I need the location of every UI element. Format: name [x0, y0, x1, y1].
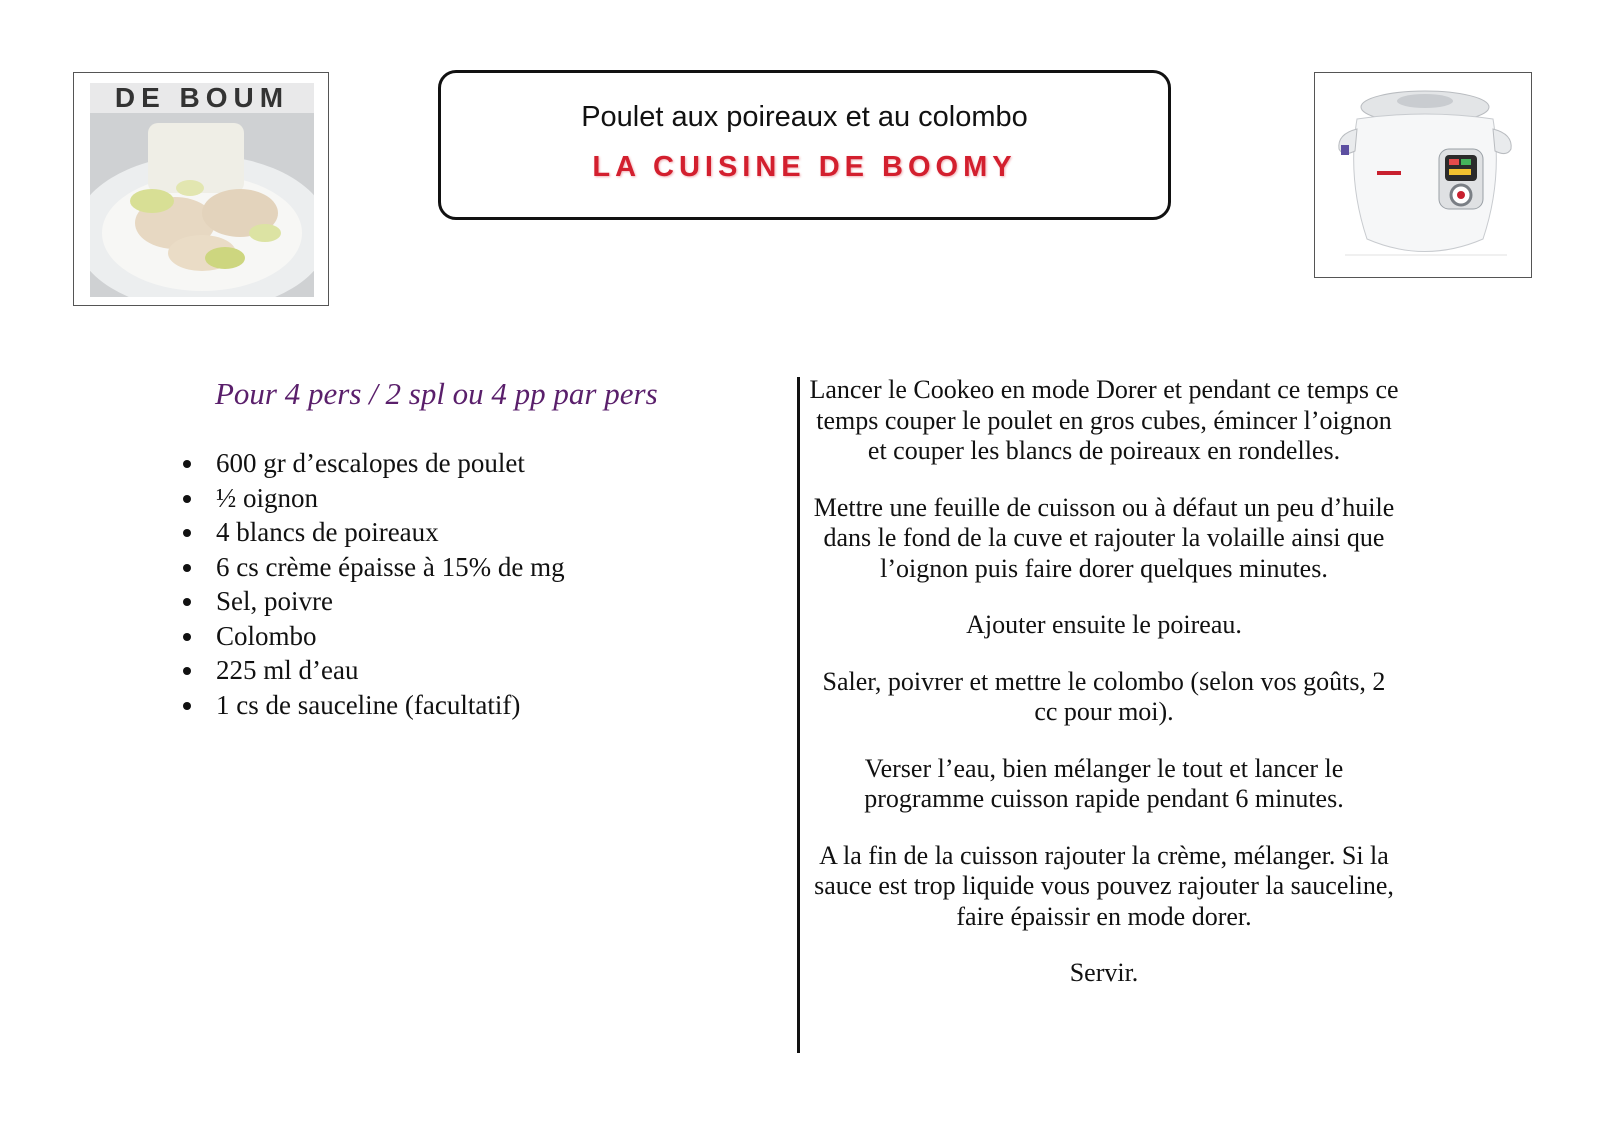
step-paragraph: Mettre une feuille de cuisson ou à défaut un peu d’huile dans le fond de la cuve et rajouter la volaille ainsi que l’oignon puis faire dorer quelques minutes. — [813, 492, 1395, 583]
cooker-photo — [1314, 72, 1532, 278]
ingredient-item: 1 cs de sauceline (facultatif) — [180, 688, 565, 723]
step-paragraph: A la fin de la cuisson rajouter la crème, mélanger. Si la sauce est trop liquide vous pouvez rajouter la sauceline, faire épaissir en mode dorer. — [814, 840, 1394, 931]
dish-photo-image — [90, 83, 314, 297]
instructions — [808, 375, 1400, 1015]
title-box — [438, 70, 1171, 220]
ingredient-item: 6 cs crème épaisse à 15% de mg — [180, 550, 565, 585]
step-paragraph: Lancer le Cookeo en mode Dorer et pendant ce temps ce temps couper le poulet en gros cubes, émincer l’oignon et couper les blancs de poireaux en rondelles. — [809, 375, 1399, 465]
column-divider — [797, 377, 800, 1053]
step-paragraph: Verser l’eau, bien mélanger le tout et lancer le programme cuisson rapide pendant 6 minutes. — [864, 753, 1344, 813]
brand-title: LA CUISINE DE BOOMY — [592, 151, 1017, 183]
recipe-title: Poulet aux poireaux et au colombo — [581, 101, 1028, 133]
ingredient-item: Colombo — [180, 619, 565, 654]
step-paragraph: Saler, poivrer et mettre le colombo (selon vos goûts, 2 cc pour moi). — [822, 666, 1386, 726]
ingredient-item: 4 blancs de poireaux — [180, 515, 565, 550]
ingredient-item: Sel, poivre — [180, 584, 565, 619]
step-paragraph: Servir. — [1069, 958, 1139, 987]
cooker-icon — [1327, 79, 1521, 269]
step-paragraph: Ajouter ensuite le poireau. — [966, 610, 1242, 639]
ingredient-item: ½ oignon — [180, 481, 565, 516]
servings-label: Pour 4 pers / 2 spl ou 4 pp par pers — [215, 376, 658, 411]
ingredient-item: 225 ml d’eau — [180, 653, 565, 688]
dish-photo — [73, 72, 329, 306]
ingredient-item: 600 gr d’escalopes de poulet — [180, 446, 565, 481]
photo-caption: DE BOUM — [114, 83, 290, 113]
ingredient-list — [180, 446, 565, 722]
